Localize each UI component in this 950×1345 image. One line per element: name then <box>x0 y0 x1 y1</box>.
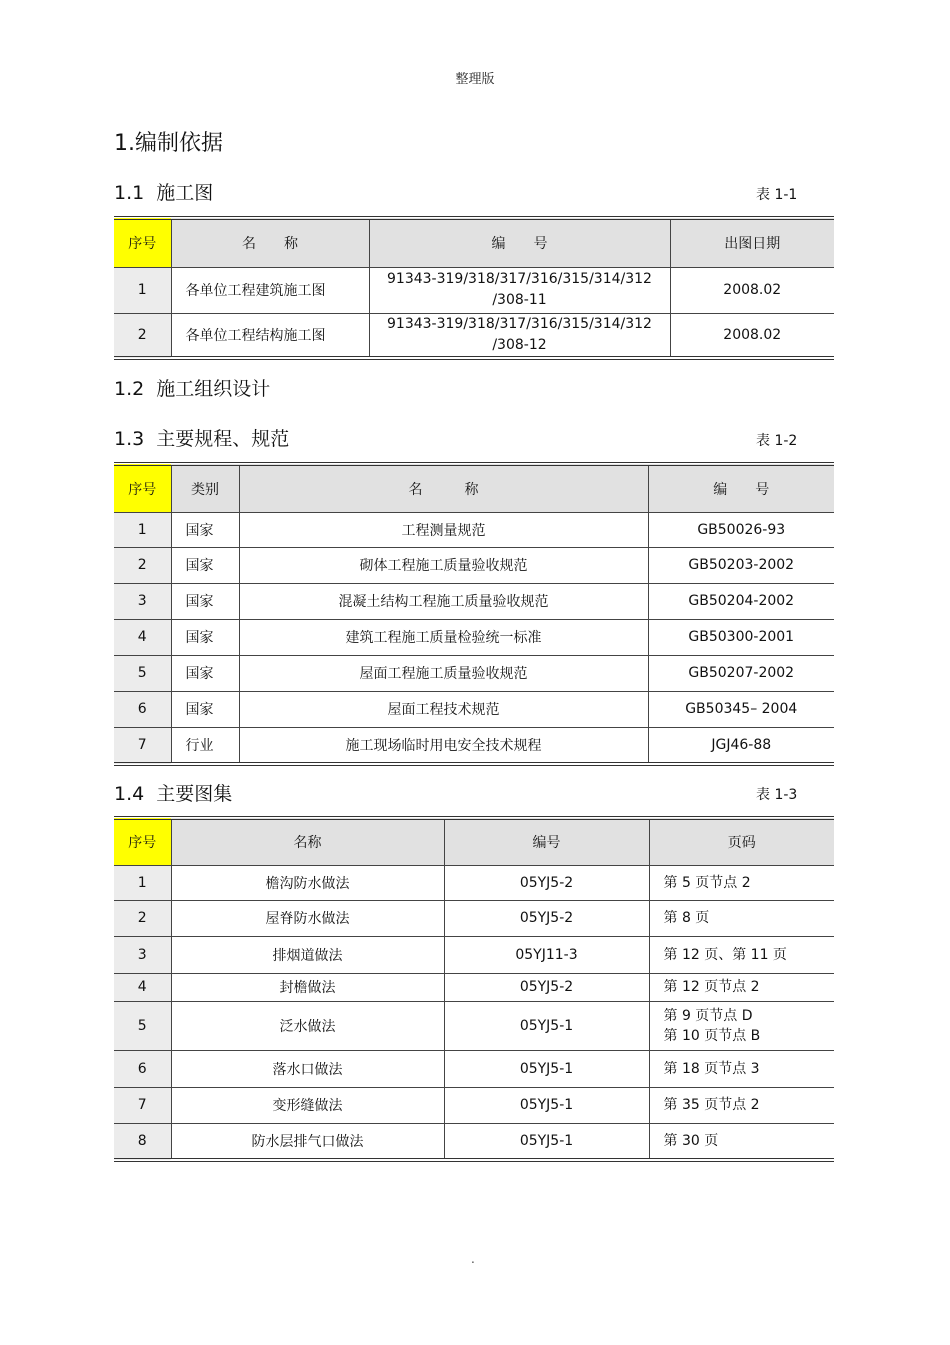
table-row <box>114 936 834 973</box>
subsection-number: 1.4 <box>114 783 145 805</box>
cell-date: 2008.02 <box>670 267 834 313</box>
cell-code: JGJ46-88 <box>648 727 834 764</box>
code-line: 91343-319/318/317/316/315/314/312 <box>387 315 652 332</box>
table-row <box>114 313 834 358</box>
cell-page: 第 18 页节点 3 <box>649 1050 834 1087</box>
cell-name: 建筑工程施工质量检验统一标准 <box>239 619 648 655</box>
cell-page: 第 5 页节点 2 <box>649 865 834 900</box>
table-row <box>114 1050 834 1087</box>
cell-seq: 7 <box>114 1087 171 1123</box>
table-row <box>114 973 834 1001</box>
cell-name: 变形缝做法 <box>171 1087 444 1123</box>
column-header: 编 号 <box>648 464 834 512</box>
cell-name: 封檐做法 <box>171 973 444 1001</box>
cell-seq: 7 <box>114 727 171 764</box>
cell-category: 国家 <box>171 583 239 619</box>
page-header-mark: 整理版 <box>455 72 495 87</box>
cell-name: 防水层排气口做法 <box>171 1123 444 1160</box>
cell-code: 05YJ5-1 <box>444 1050 649 1087</box>
page-footer-mark: . <box>471 1252 475 1266</box>
table-row <box>114 267 834 313</box>
table-row <box>114 900 834 936</box>
subsection-number: 1.1 <box>114 182 145 204</box>
code-line: 91343-319/318/317/316/315/314/312 <box>387 271 652 287</box>
cell-category: 行业 <box>171 727 239 764</box>
cell-seq: 6 <box>114 1050 171 1087</box>
column-header: 页码 <box>649 818 834 865</box>
cell-name: 砌体工程施工质量验收规范 <box>239 547 648 583</box>
table-number: 表 1-3 <box>756 787 798 803</box>
cell-code: GB50345– 2004 <box>648 691 834 727</box>
cell-category: 国家 <box>171 655 239 691</box>
cell-seq: 3 <box>114 583 171 619</box>
cell-page: 第 12 页节点 2 <box>649 973 834 1001</box>
cell-name: 屋面工程施工质量验收规范 <box>239 655 648 691</box>
section-title: 1.编制依据 <box>114 131 223 156</box>
column-header: 出图日期 <box>670 218 834 267</box>
cell-seq: 1 <box>114 267 171 313</box>
cell-seq: 1 <box>114 865 171 900</box>
table-row <box>114 655 834 691</box>
column-header: 序号 <box>114 818 171 865</box>
column-header: 序号 <box>114 218 171 267</box>
table-row <box>114 512 834 547</box>
column-header: 编 号 <box>369 218 670 267</box>
cell-name: 各单位工程结构施工图 <box>171 313 369 358</box>
table-row <box>114 1087 834 1123</box>
cell-code: 05YJ5-1 <box>444 1001 649 1050</box>
column-header: 名 称 <box>171 218 369 267</box>
cell-code: GB50203-2002 <box>648 547 834 583</box>
code-line: /308-11 <box>492 292 547 308</box>
subsection-title: 主要图集 <box>156 783 233 805</box>
subsection-1-4-heading <box>114 779 232 806</box>
cell-name: 屋面工程技术规范 <box>239 691 648 727</box>
subsection-1-3-heading <box>114 424 289 451</box>
cell-category: 国家 <box>171 547 239 583</box>
table-row <box>114 691 834 727</box>
cell-name: 落水口做法 <box>171 1050 444 1087</box>
cell-seq: 6 <box>114 691 171 727</box>
cell-code: 05YJ5-1 <box>444 1123 649 1160</box>
subsection-title: 施工图 <box>156 182 214 204</box>
cell-seq: 8 <box>114 1123 171 1160</box>
column-header: 序号 <box>114 464 171 512</box>
table-row <box>114 1001 834 1050</box>
cell-code <box>369 313 670 358</box>
table-row <box>114 865 834 900</box>
cell-name: 泛水做法 <box>171 1001 444 1050</box>
cell-page: 第 35 页节点 2 <box>649 1087 834 1123</box>
page-line: 第 9 页节点 D <box>663 1007 753 1024</box>
cell-seq: 1 <box>114 512 171 547</box>
cell-code: GB50300-2001 <box>648 619 834 655</box>
cell-page: 第 12 页、第 11 页 <box>649 936 834 973</box>
table-row <box>114 619 834 655</box>
cell-seq: 5 <box>114 1001 171 1050</box>
subsection-number: 1.2 <box>114 378 145 400</box>
cell-code: GB50026-93 <box>648 512 834 547</box>
cell-seq: 3 <box>114 936 171 973</box>
cell-name: 施工现场临时用电安全技术规程 <box>239 727 648 764</box>
column-header: 编号 <box>444 818 649 865</box>
cell-name: 排烟道做法 <box>171 936 444 973</box>
cell-category: 国家 <box>171 691 239 727</box>
cell-page <box>649 1001 834 1050</box>
column-header: 类别 <box>171 464 239 512</box>
subsection-1-1-heading <box>114 178 213 205</box>
atlas-table <box>114 816 834 1162</box>
table-number: 表 1-2 <box>756 433 798 449</box>
drawings-table <box>114 216 834 360</box>
subsection-title: 主要规程、规范 <box>156 428 290 450</box>
page-line: 第 10 页节点 B <box>663 1027 761 1044</box>
code-line: /308-12 <box>492 336 547 353</box>
table-row <box>114 727 834 764</box>
cell-code: GB50204-2002 <box>648 583 834 619</box>
cell-seq: 2 <box>114 313 171 358</box>
cell-seq: 2 <box>114 547 171 583</box>
cell-page: 第 30 页 <box>649 1123 834 1160</box>
table-row <box>114 1123 834 1160</box>
cell-seq: 4 <box>114 619 171 655</box>
table-row <box>114 583 834 619</box>
cell-code <box>369 267 670 313</box>
column-header: 名称 <box>171 818 444 865</box>
subsection-number: 1.3 <box>114 428 145 450</box>
cell-seq: 4 <box>114 973 171 1001</box>
cell-seq: 5 <box>114 655 171 691</box>
table-row <box>114 547 834 583</box>
subsection-title: 施工组织设计 <box>156 378 271 400</box>
column-header: 名 称 <box>239 464 648 512</box>
table-number: 表 1-1 <box>756 187 798 203</box>
cell-date: 2008.02 <box>670 313 834 358</box>
standards-table <box>114 462 834 766</box>
cell-seq: 2 <box>114 900 171 936</box>
cell-name: 各单位工程建筑施工图 <box>171 267 369 313</box>
cell-name: 混凝土结构工程施工质量验收规范 <box>239 583 648 619</box>
cell-name: 檐沟防水做法 <box>171 865 444 900</box>
cell-code: 05YJ5-1 <box>444 1087 649 1123</box>
cell-code: GB50207-2002 <box>648 655 834 691</box>
cell-code: 05YJ11-3 <box>444 936 649 973</box>
cell-code: 05YJ5-2 <box>444 900 649 936</box>
cell-page: 第 8 页 <box>649 900 834 936</box>
cell-name: 工程测量规范 <box>239 512 648 547</box>
cell-category: 国家 <box>171 512 239 547</box>
cell-name: 屋脊防水做法 <box>171 900 444 936</box>
subsection-1-2-heading <box>114 374 270 401</box>
cell-category: 国家 <box>171 619 239 655</box>
cell-code: 05YJ5-2 <box>444 973 649 1001</box>
cell-code: 05YJ5-2 <box>444 865 649 900</box>
